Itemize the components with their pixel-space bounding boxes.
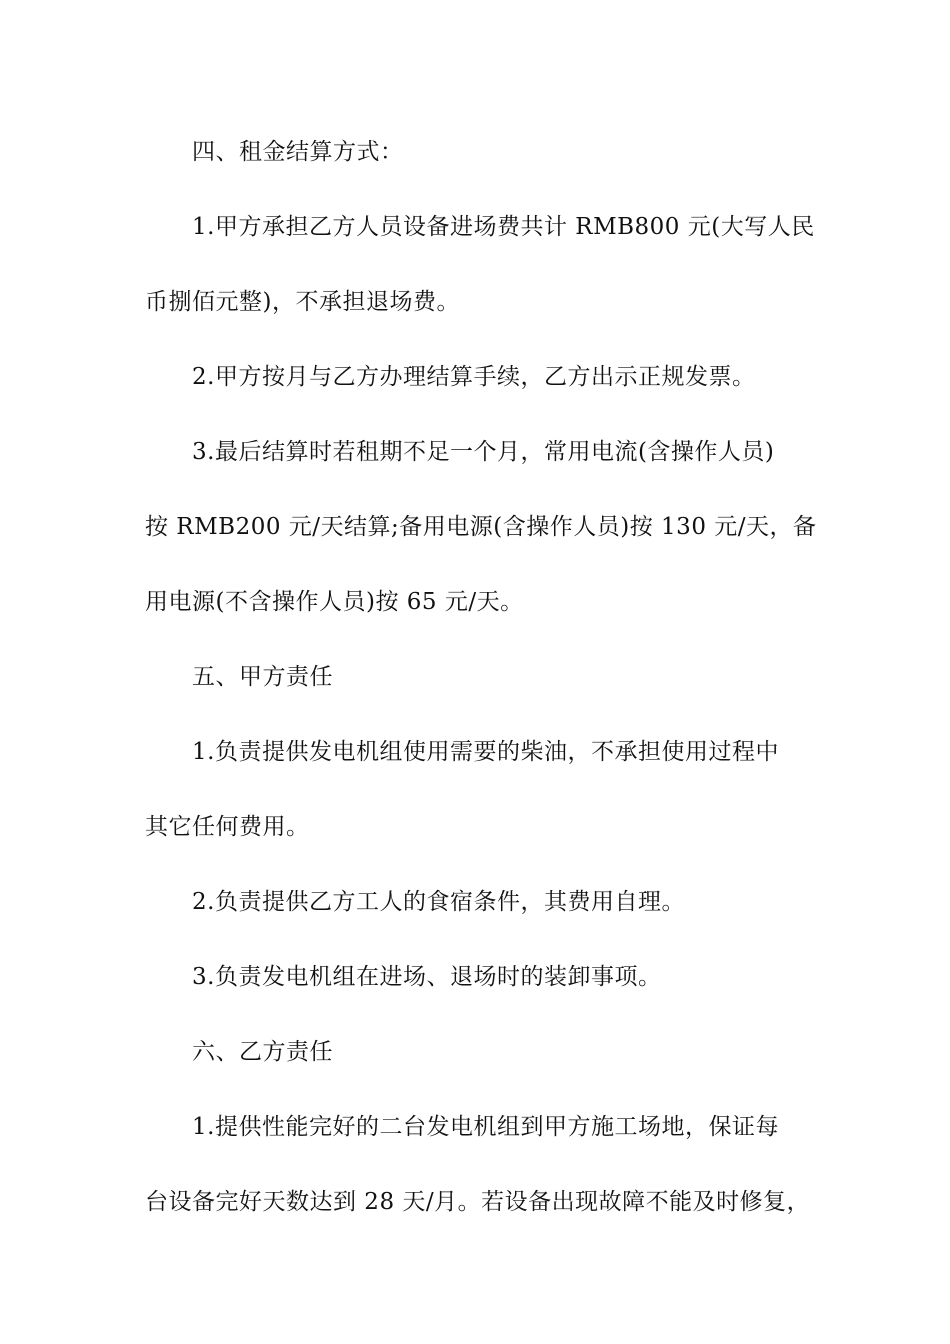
section-heading-rent-settlement: 四、租金结算方式：: [192, 139, 404, 165]
paragraph-line: 1.甲方承担乙方人员设备进场费共计 RMB800 元(大写人民: [192, 214, 815, 240]
paragraph-line: 2.甲方按月与乙方办理结算手续，乙方出示正规发票。: [192, 364, 756, 390]
paragraph-line: 用电源(不含操作人员)按 65 元/天。: [145, 589, 524, 615]
paragraph-line: 币捌佰元整)，不承担退场费。: [145, 289, 460, 315]
paragraph-line: 3.最后结算时若租期不足一个月，常用电流(含操作人员): [192, 439, 775, 465]
section-heading-party-b-duties: 六、乙方责任: [192, 1039, 333, 1065]
section-heading-party-a-duties: 五、甲方责任: [192, 664, 333, 690]
paragraph-line: 台设备完好天数达到 28 天/月。若设备出现故障不能及时修复，: [145, 1189, 811, 1215]
paragraph-line: 2.负责提供乙方工人的食宿条件，其费用自理。: [192, 889, 685, 915]
paragraph-line: 1.提供性能完好的二台发电机组到甲方施工场地，保证每: [192, 1114, 779, 1140]
paragraph-line: 其它任何费用。: [145, 814, 310, 840]
paragraph-line: 1.负责提供发电机组使用需要的柴油，不承担使用过程中: [192, 739, 779, 765]
paragraph-line: 3.负责发电机组在进场、退场时的装卸事项。: [192, 964, 662, 990]
paragraph-line: 按 RMB200 元/天结算;备用电源(含操作人员)按 130 元/天，备: [145, 514, 817, 540]
